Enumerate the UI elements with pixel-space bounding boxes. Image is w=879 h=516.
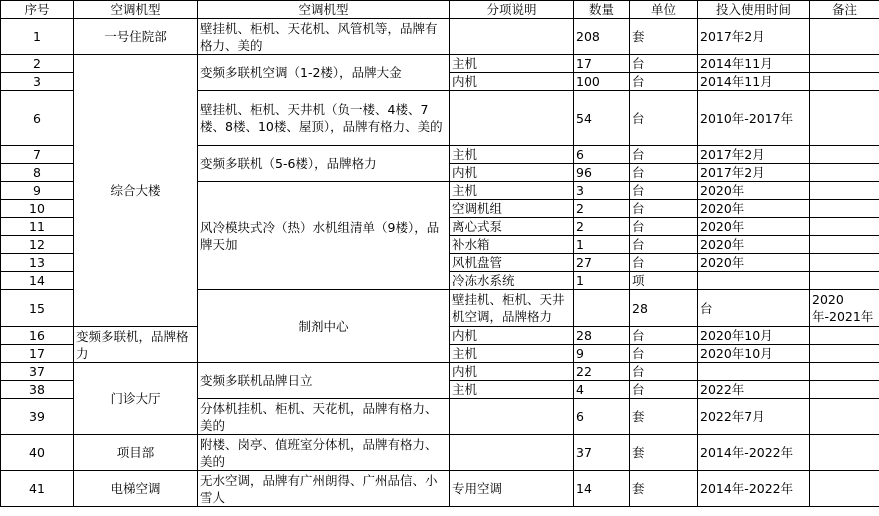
cell-quantity: 28	[630, 290, 698, 327]
cell-time: 2022年7月	[698, 399, 810, 435]
cell-no: 3	[1, 73, 74, 91]
cell-time: 2017年2月	[698, 146, 810, 164]
cell-no: 16	[1, 327, 74, 345]
cell-unit: 台	[630, 91, 698, 146]
cell-model: 壁挂机、柜机、天井机（负一楼、4楼、7楼、8楼、10楼、屋顶），品牌有格力、美的	[198, 91, 450, 146]
cell-no: 17	[1, 345, 74, 363]
cell-remark	[810, 345, 879, 363]
cell-model: 变频多联机品牌日立	[198, 363, 450, 399]
table-row	[1, 19, 879, 55]
cell-subitem: 离心式泵	[450, 218, 574, 236]
cell-unit: 项	[630, 272, 698, 290]
cell-subitem: 主机	[450, 146, 574, 164]
cell-quantity: 6	[574, 146, 630, 164]
cell-quantity: 2	[574, 218, 630, 236]
cell-no: 13	[1, 254, 74, 272]
cell-time	[698, 272, 810, 290]
cell-subitem	[450, 19, 574, 55]
cell-subitem: 内机	[450, 327, 574, 345]
cell-subitem: 内机	[450, 363, 574, 381]
cell-model: 壁挂机、柜机、天井机空调，品牌格力	[450, 290, 574, 327]
cell-unit: 台	[630, 363, 698, 381]
cell-model: 壁挂机、柜机、天花机、风管机等，品牌有格力、美的	[198, 19, 450, 55]
cell-remark	[810, 272, 879, 290]
header-unit: 单位	[630, 1, 698, 19]
table-row	[1, 55, 879, 73]
cell-unit: 台	[630, 146, 698, 164]
cell-location: 制剂中心	[198, 290, 450, 363]
cell-quantity: 208	[574, 19, 630, 55]
header-row	[1, 1, 879, 19]
cell-unit: 台	[630, 200, 698, 218]
cell-unit: 套	[630, 471, 698, 507]
cell-remark	[810, 327, 879, 345]
header-model: 空调机型	[198, 1, 450, 19]
cell-subitem	[574, 290, 630, 327]
cell-subitem: 补水箱	[450, 236, 574, 254]
cell-time	[698, 363, 810, 381]
cell-remark	[810, 363, 879, 381]
cell-time: 2020年	[698, 218, 810, 236]
cell-time: 2014年11月	[698, 73, 810, 91]
cell-no: 6	[1, 91, 74, 146]
table-row	[1, 471, 879, 507]
cell-subitem: 空调机组	[450, 200, 574, 218]
cell-unit: 台	[630, 182, 698, 200]
header-time: 投入使用时间	[698, 1, 810, 19]
cell-quantity: 37	[574, 435, 630, 471]
cell-model: 风冷模块式冷（热）水机组清单（9楼），品牌天加	[198, 182, 450, 290]
cell-quantity: 1	[574, 272, 630, 290]
cell-unit: 台	[630, 236, 698, 254]
cell-no: 10	[1, 200, 74, 218]
cell-time: 2010年-2017年	[698, 91, 810, 146]
cell-quantity: 96	[574, 164, 630, 182]
cell-location: 综合大楼	[74, 55, 198, 327]
cell-remark	[810, 218, 879, 236]
cell-model: 变频多联机，品牌格力	[74, 327, 198, 363]
cell-subitem: 内机	[450, 164, 574, 182]
cell-quantity: 54	[574, 91, 630, 146]
cell-unit: 套	[630, 19, 698, 55]
cell-no: 8	[1, 164, 74, 182]
cell-unit: 台	[630, 254, 698, 272]
cell-subitem: 内机	[450, 73, 574, 91]
cell-remark	[810, 19, 879, 55]
cell-model: 变频多联机（5-6楼），品牌格力	[198, 146, 450, 182]
cell-time: 2014年11月	[698, 55, 810, 73]
cell-model: 变频多联机空调（1-2楼），品牌大金	[198, 55, 450, 91]
cell-time: 2020年	[698, 200, 810, 218]
cell-remark	[810, 236, 879, 254]
cell-unit: 台	[630, 73, 698, 91]
cell-subitem: 主机	[450, 182, 574, 200]
cell-location: 门诊大厅	[74, 363, 198, 435]
cell-quantity: 3	[574, 182, 630, 200]
cell-no: 41	[1, 471, 74, 507]
cell-no: 40	[1, 435, 74, 471]
cell-quantity: 27	[574, 254, 630, 272]
cell-no: 11	[1, 218, 74, 236]
cell-location: 电梯空调	[74, 471, 198, 507]
cell-unit: 台	[630, 55, 698, 73]
cell-model: 附楼、岗亭、值班室分体机，品牌有格力、美的	[198, 435, 450, 471]
table-row	[1, 363, 879, 381]
cell-remark	[810, 471, 879, 507]
cell-time: 2020年10月	[698, 345, 810, 363]
cell-remark	[810, 73, 879, 91]
cell-unit: 台	[630, 327, 698, 345]
header-quantity: 数量	[574, 1, 630, 19]
cell-quantity: 2	[574, 200, 630, 218]
cell-subitem: 风机盘管	[450, 254, 574, 272]
cell-unit: 台	[630, 381, 698, 399]
cell-no: 7	[1, 146, 74, 164]
cell-subitem	[450, 435, 574, 471]
table-row	[1, 435, 879, 471]
cell-subitem: 冷冻水系统	[450, 272, 574, 290]
cell-subitem	[450, 91, 574, 146]
cell-remark	[810, 55, 879, 73]
cell-time: 2017年2月	[698, 164, 810, 182]
cell-remark	[810, 435, 879, 471]
cell-no: 38	[1, 381, 74, 399]
cell-remark	[810, 91, 879, 146]
cell-time: 2020年10月	[698, 327, 810, 345]
cell-quantity: 9	[574, 345, 630, 363]
cell-time: 2022年	[698, 381, 810, 399]
cell-no: 37	[1, 363, 74, 381]
cell-quantity: 4	[574, 381, 630, 399]
cell-time: 2020年	[698, 254, 810, 272]
cell-subitem: 专用空调	[450, 471, 574, 507]
cell-quantity: 28	[574, 327, 630, 345]
cell-time: 2014年-2022年	[698, 435, 810, 471]
cell-unit: 台	[698, 290, 810, 327]
header-no: 序号	[1, 1, 74, 19]
cell-no: 1	[1, 19, 74, 55]
cell-remark	[810, 182, 879, 200]
cell-time: 2020年	[698, 236, 810, 254]
cell-location: 一号住院部	[74, 19, 198, 55]
header-subitem: 分项说明	[450, 1, 574, 19]
cell-no: 15	[1, 290, 74, 327]
cell-unit: 台	[630, 345, 698, 363]
cell-remark	[810, 254, 879, 272]
cell-time: 2014年-2022年	[698, 471, 810, 507]
cell-time: 2020年-2021年	[810, 290, 879, 327]
cell-quantity: 17	[574, 55, 630, 73]
cell-quantity: 14	[574, 471, 630, 507]
cell-time: 2017年2月	[698, 19, 810, 55]
cell-subitem: 主机	[450, 345, 574, 363]
cell-time: 2020年	[698, 182, 810, 200]
cell-remark	[810, 399, 879, 435]
cell-location: 项目部	[74, 435, 198, 471]
cell-remark	[810, 381, 879, 399]
cell-remark	[810, 146, 879, 164]
cell-no: 12	[1, 236, 74, 254]
cell-model: 分体机挂机、柜机、天花机，品牌有格力、美的	[198, 399, 450, 435]
cell-quantity: 100	[574, 73, 630, 91]
cell-no: 39	[1, 399, 74, 435]
cell-subitem: 主机	[450, 55, 574, 73]
cell-unit: 台	[630, 164, 698, 182]
cell-no: 2	[1, 55, 74, 73]
header-remark: 备注	[810, 1, 879, 19]
cell-subitem: 主机	[450, 381, 574, 399]
cell-subitem	[450, 399, 574, 435]
cell-unit: 套	[630, 399, 698, 435]
cell-no: 9	[1, 182, 74, 200]
cell-remark	[810, 164, 879, 182]
cell-model: 无水空调，品牌有广州朗得、广州品信、小雪人	[198, 471, 450, 507]
cell-no: 14	[1, 272, 74, 290]
cell-unit: 套	[630, 435, 698, 471]
cell-unit: 台	[630, 218, 698, 236]
cell-quantity: 6	[574, 399, 630, 435]
cell-quantity: 1	[574, 236, 630, 254]
cell-remark	[810, 200, 879, 218]
header-location: 空调机型	[74, 1, 198, 19]
cell-quantity: 22	[574, 363, 630, 381]
